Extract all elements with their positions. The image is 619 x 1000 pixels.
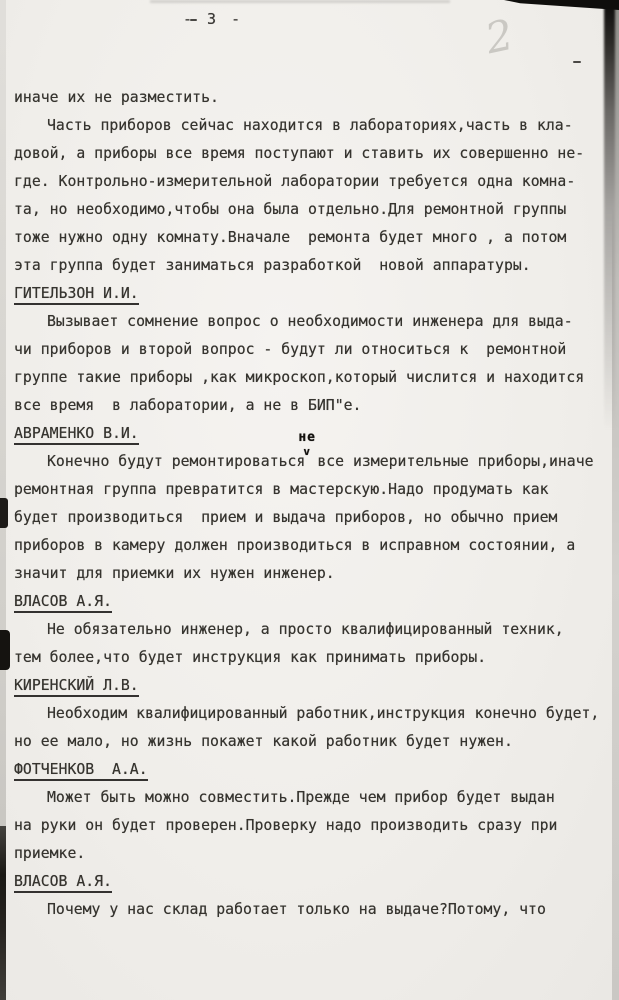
text-segment: Конечно будут ремонтироваться <box>47 453 306 470</box>
speaker-name: ФОТЧЕНКОВ А.А. <box>14 761 148 781</box>
text-line: группе такие приборы ,как микроскоп,который числится и находится <box>14 369 585 386</box>
text-line: все время в лаборатории, а не в БИП"е. <box>14 397 362 414</box>
text-line: на руки он будет проверен.Проверку надо производить сразу при <box>14 817 558 834</box>
speaker-name: ВЛАСОВ А.Я. <box>14 873 112 893</box>
text-line: та, но необходимо,чтобы она была отдельно.Для ремонтной группы <box>14 201 567 218</box>
text-line: где. Контрольно-измерительной лаборатории требуется одна комна- <box>14 173 576 190</box>
speaker-name: КИРЕНСКИЙ Л.В. <box>14 677 139 697</box>
text-line: но ее мало, но жизнь покажет какой работник будет нужен. <box>14 733 513 750</box>
speaker-heading <box>14 588 614 616</box>
text-block <box>14 84 614 924</box>
speaker-heading <box>14 280 614 308</box>
text-line: иначе их не разместить. <box>14 89 219 106</box>
scan-artifact-blob <box>0 498 8 528</box>
speaker-heading <box>14 672 614 700</box>
speaker-heading <box>14 868 614 896</box>
speaker-heading <box>14 756 614 784</box>
text-line: Часть приборов сейчас находится в лабораториях,часть в кла- <box>47 117 573 134</box>
text-line: приемке. <box>14 845 86 862</box>
text-line: приборов в камеру должен производиться в исправном состоянии, а <box>14 537 576 554</box>
text-line: Вызывает сомнение вопрос о необходимости инженера для выда- <box>47 313 573 330</box>
text-line: Необходим квалифицированный работник,инструкция конечно будет, <box>47 705 600 722</box>
speaker-name: АВРАМЕНКО В.И. <box>14 425 139 445</box>
text-line: эта группа будет заниматься разработкой новой аппаратуры. <box>14 257 531 274</box>
text-segment: все измерительные приборы,иначе <box>317 453 594 470</box>
text-line: ремонтная группа превратится в мастерскую.Надо продумать как <box>14 481 549 498</box>
text-line: Почему у нас склад работает только на выдаче?Потому, что <box>47 901 546 918</box>
speaker-name: ГИТЕЛЬЗОН И.И. <box>14 285 139 305</box>
text-line: тоже нужно одну комнату.Вначале ремонта будет много , а потом <box>14 229 567 246</box>
text-line: Не обязательно инженер, а просто квалифицированный техник, <box>47 621 564 638</box>
text-line: Может быть можно совместить.Прежде чем прибор будет выдан <box>47 789 555 806</box>
text-line: тем более,что будет инструкция как принимать приборы. <box>14 649 487 666</box>
inserted-word: не <box>298 430 317 445</box>
scan-speck <box>573 61 581 63</box>
scan-artifact-band <box>0 826 6 1000</box>
scan-smudge <box>150 0 450 3</box>
scan-edge-top-wedge <box>504 0 619 10</box>
text-line: чи приборов и второй вопрос - будут ли относиться к ремонтной <box>14 341 567 358</box>
handwritten-pencil-mark: 2 <box>481 9 518 64</box>
text-line: будет производиться прием и выдача приборов, но обычно прием <box>14 509 558 526</box>
text-line: значит для приемки их нужен инженер. <box>14 565 335 582</box>
speaker-name: ВЛАСОВ А.Я. <box>14 593 112 613</box>
handwritten-insertion <box>298 430 317 466</box>
text-line: довой, а приборы все время поступают и ставить их совершенно не- <box>14 145 585 162</box>
page-number: - 3 - <box>183 10 244 28</box>
caret-mark: v <box>303 445 310 458</box>
scan-artifact-blob <box>0 630 10 670</box>
